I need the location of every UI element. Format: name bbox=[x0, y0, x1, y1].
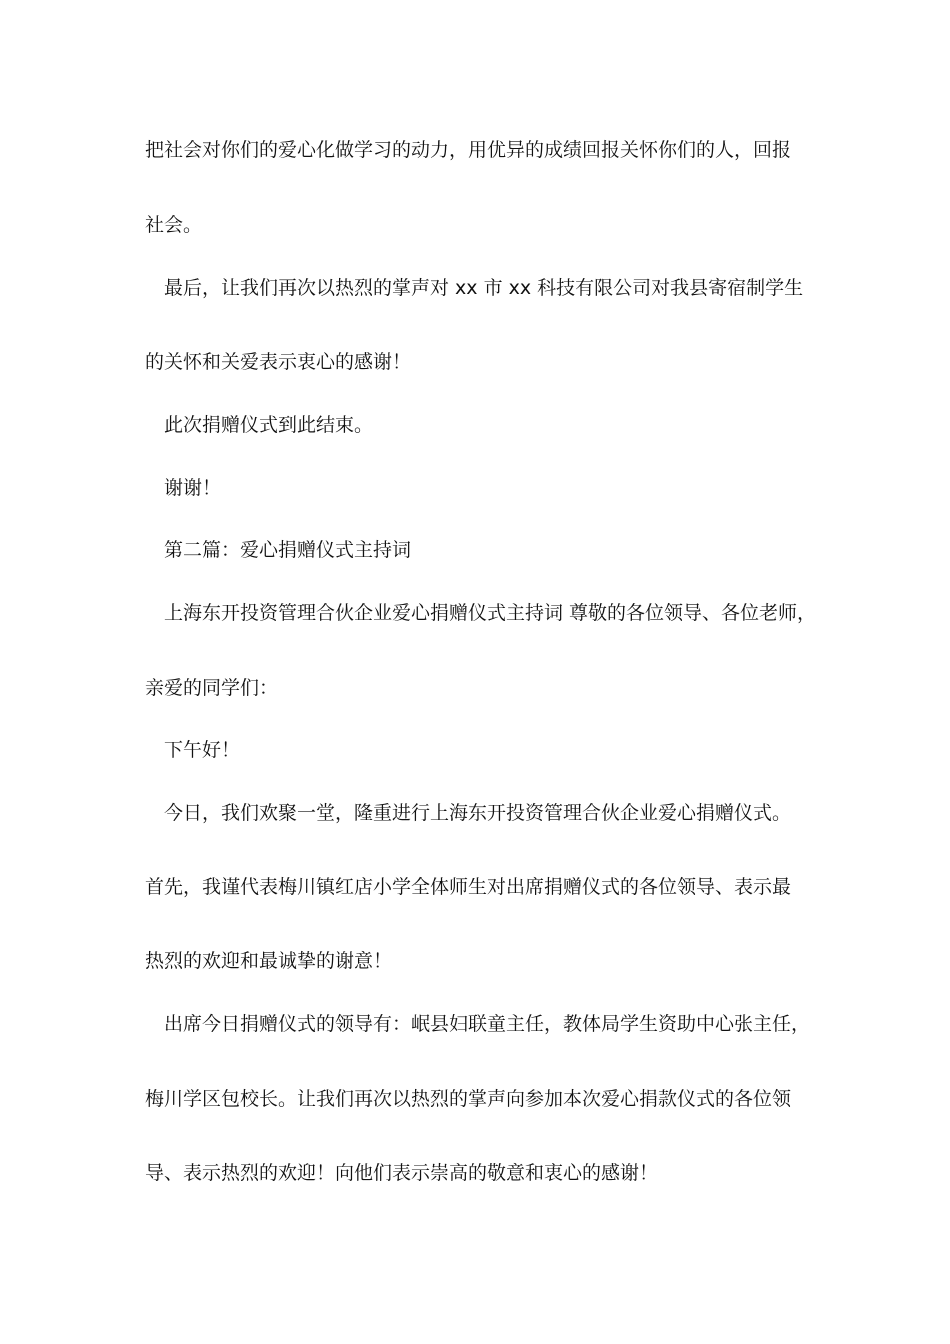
text-line: 上海东开投资管理合伙企业爱心捐赠仪式主持词 尊敬的各位领导、各位老师， bbox=[164, 602, 817, 624]
text-line: 的关怀和关爱表示衷心的感谢！ bbox=[145, 351, 412, 373]
text-line: 社会。 bbox=[145, 214, 203, 236]
text-line: 亲爱的同学们： bbox=[145, 677, 279, 699]
text-line: 谢谢！ bbox=[164, 477, 222, 499]
text-line: 首先，我谨代表梅川镇红店小学全体师生对出席捐赠仪式的各位领导、表示最 bbox=[145, 876, 792, 898]
text-line: 今日，我们欢聚一堂，隆重进行上海东开投资管理合伙企业爱心捐赠仪式。 bbox=[164, 802, 792, 824]
text-line: 把社会对你们的爱心化做学习的动力，用优异的成绩回报关怀你们的人，回报 bbox=[145, 139, 792, 161]
text-line: 最后，让我们再次以热烈的掌声对 xx 市 xx 科技有限公司对我县寄宿制学生 bbox=[164, 277, 804, 299]
text-line: 梅川学区包校长。让我们再次以热烈的掌声向参加本次爱心捐款仪式的各位领 bbox=[145, 1088, 792, 1110]
text-line: 下午好！ bbox=[164, 739, 241, 761]
text-line: 此次捐赠仪式到此结束。 bbox=[164, 414, 374, 436]
section-heading: 第二篇：爱心捐赠仪式主持词 bbox=[164, 539, 412, 561]
text-line: 导、表示热烈的欢迎！向他们表示崇高的敬意和衷心的感谢！ bbox=[145, 1162, 659, 1184]
text-line: 出席今日捐赠仪式的领导有：岷县妇联童主任，教体局学生资助中心张主任， bbox=[164, 1013, 811, 1035]
text-line: 热烈的欢迎和最诚挚的谢意！ bbox=[145, 950, 393, 972]
